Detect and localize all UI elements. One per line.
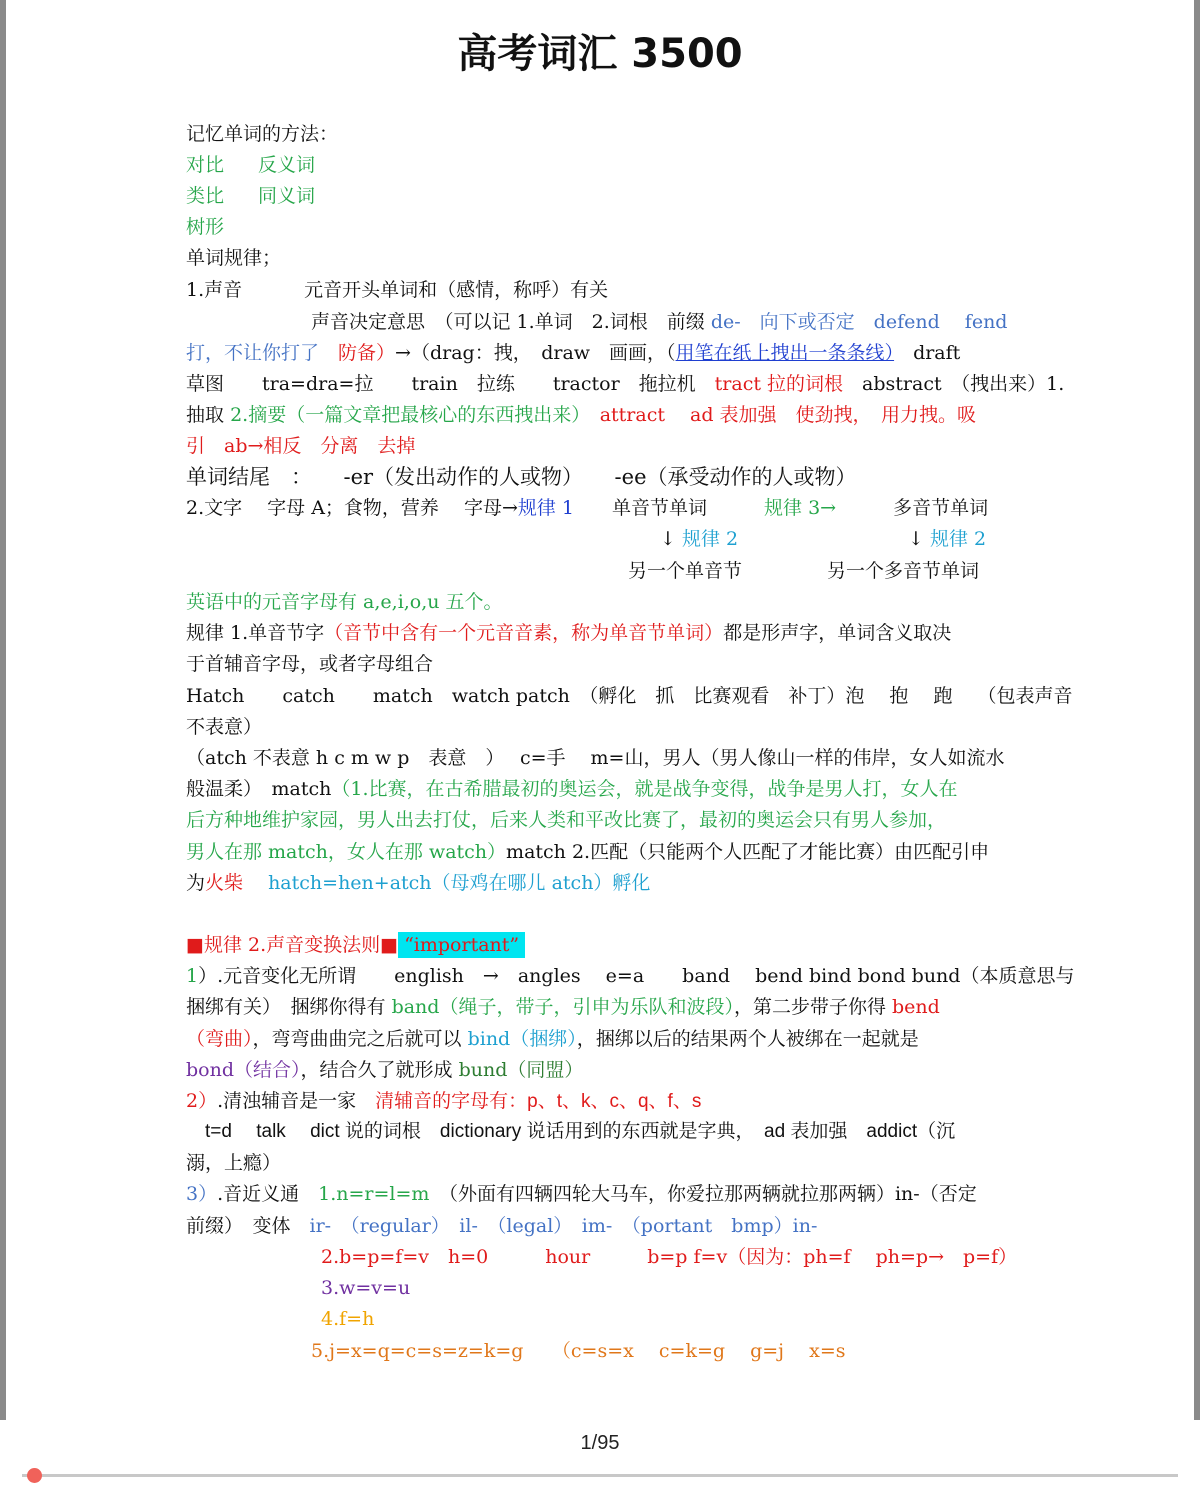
text-line: bond（结合），结合久了就形成 bund（同盟） [186,1059,584,1081]
text-line: 于首辅音字母，或者字母组合 [186,653,434,675]
text-line: 单词结尾 ： -er（发出动作的人或物） -ee（承受动作的人或物） [186,465,857,489]
text-line: Hatch catch match watch patch （孵化 抓 比赛观看 补丁）泡 抱 跑 （包表声音 [186,685,1073,707]
text-line: 对比 反义词 [186,154,316,176]
page-indicator: 1/95 [580,1432,620,1454]
text-line: 溺，上瘾） [186,1152,282,1174]
text-line: 引 ab→相反 分离 去掉 [186,435,416,457]
text-line: 前缀） 变体 ir- （regular） il- （legal） im- （portant bmp）in- [186,1215,818,1237]
rule-item: 5.j=x=q=c=s=z=k=g （c=s=x c=k=g g=j x=s [311,1340,846,1362]
text-line: ↓ 规律 2 [660,528,739,550]
text-line: 男人在那 match，女人在那 watch）match 2.匹配（只能两个人匹配了才能比赛）由匹配引申 [186,841,990,863]
text-line: 1.声音 元音开头单词和（感情，称呼）有关 [186,279,609,301]
section-heading: ■规律 2.声音变换法则■ “important” [186,933,525,957]
text-line: 1）.元音变化无所谓 english → angles e=a band bend bind bond bund（本质意思与 [186,965,1075,987]
rule-item: 4.f=h [321,1308,375,1330]
text-line: 记忆单词的方法： [186,123,339,145]
text-line: 不表意） [186,716,263,738]
text-line: （atch 不表意 h c m w p 表意 ） c=手 m=山，男人（男人像山一样的伟岸，女人如流水 [186,747,1005,769]
text-line: 声音决定意思 （可以记 1.单词 2.词根 前缀 de- 向下或否定 defend fend [311,311,1008,333]
page-left-border [0,0,6,1420]
page-right-border [1194,0,1200,1420]
highlighted-note: “important” [398,932,525,958]
text-line: 类比 同义词 [186,185,316,207]
text-line: 捆绑有关） 捆绑你得有 band（绳子，带子，引申为乐队和波段），第二步带子你得 bend [186,996,940,1018]
progress-track[interactable] [22,1474,1178,1477]
text-line: 2）.清浊辅音是一家 清辅音的字母有：p、t、k、c、q、f、s [186,1090,702,1112]
rule-item: 3.w=v=u [321,1277,411,1299]
text-line: 打，不让你打了 防备）→（drag：拽， draw 画画，（用笔在纸上拽出一条条线） draft [186,342,961,364]
text-line: 3）.音近义通 1.n=r=l=m （外面有四辆四轮大马车，你爱拉那两辆就拉那两辆）in-（否定 [186,1183,977,1205]
text-line: 英语中的元音字母有 a,e,i,o,u 五个。 [186,591,503,613]
text-line: 单词规律； [186,247,282,269]
text-line: 后方种地维护家园，男人出去打仗，后来人类和平改比赛了，最初的奥运会只有男人参加， [186,809,947,831]
text-line: 2.文字 字母 A；食物，营养 字母→规律 1 单音节单词 规律 3→ 多音节单词 [186,497,989,519]
text-line: t=d talk dict 说的词根 dictionary 说话用到的东西就是字典， ad 表加强 addict（沉 [186,1121,956,1142]
text-line: 草图 tra=dra=拉 train 拉练 tractor 拖拉机 tract 拉的词根 abstract （拽出来）1. [186,373,1065,395]
text-line: 般温柔） match（1.比赛，在古希腊最初的奥运会，就是战争变得，战争是男人打，女人在 [186,778,958,800]
rule-item: 2.b=p=f=v h=0 hour b=p f=v（因为：ph=f ph=p→ p=f） [321,1246,1018,1268]
page-title: 高考词汇 3500 [457,31,743,77]
text-line: 规律 1.单音节字（音节中含有一个元音音素，称为单音节单词）都是形声字，单词含义取决 [186,622,952,644]
text-line: 抽取 2.摘要（一篇文章把最核心的东西拽出来） attract ad 表加强 使劲拽， 用力拽。吸 [186,404,977,426]
text-line: （弯曲），弯弯曲曲完之后就可以 bind（捆绑），捆绑以后的结果两个人被绑在一起就是 [186,1028,919,1050]
reader-footer [0,1420,1200,1493]
text-line: 另一个多音节单词 [827,560,980,582]
text-line: 另一个单音节 [628,560,743,582]
text-line: 树形 [186,216,225,238]
text-line: 为火柴 hatch=hen+atch（母鸡在哪儿 atch）孵化 [186,872,651,894]
text-line: ↓ 规律 2 [908,528,987,550]
